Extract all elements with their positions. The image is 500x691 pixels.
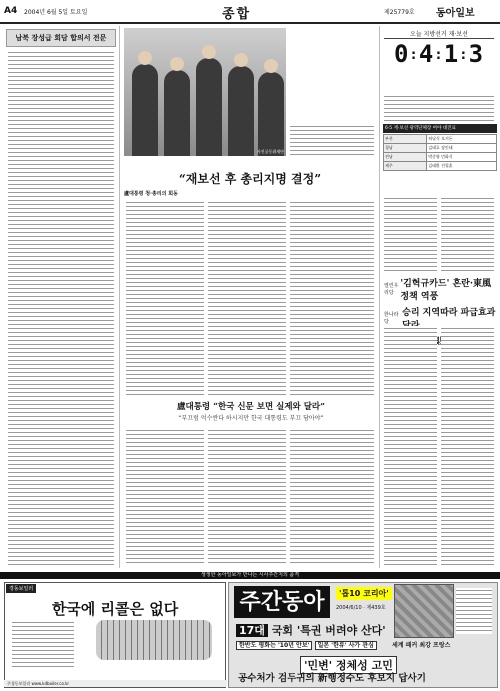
page-header: [0, 0, 500, 24]
table-cell-candidates: 허남식 오거돈: [427, 135, 497, 144]
magazine-line: 공수처가 검두귀의 新행정수도 후보지 답사기: [238, 673, 426, 684]
party-name: 열린우리당: [384, 283, 399, 296]
issue-number: 제25779호: [384, 9, 415, 16]
table-cell-candidates: 김태환 진철훈: [427, 162, 497, 171]
main-headline: “재보선 후 총리지명 결정”: [178, 172, 322, 186]
magazine-date: 2004/6/10 · 제439호: [336, 605, 386, 611]
score-separator: :: [434, 47, 444, 63]
table-cell-region: 전남: [384, 153, 427, 162]
line-box: 일본 '한류' 사가 관심: [315, 641, 377, 650]
side-story-body: [8, 50, 114, 566]
table-cell-candidates: 김태호 장인태: [427, 144, 497, 153]
magazine-cover: [394, 584, 454, 638]
magazine-line: [236, 640, 386, 649]
newspaper-logo: 동아일보: [436, 8, 475, 19]
magazine-side-text: [456, 588, 492, 634]
table-cell-region: 부산: [384, 135, 427, 144]
subhead-text: 승리 지역따라 파급효과: [402, 308, 496, 318]
article-column: [208, 428, 286, 566]
ad-headline: 한국에 리콜은 없다: [51, 600, 179, 618]
table-row: [384, 135, 497, 144]
score-digit: 0: [393, 40, 410, 68]
subhead-text: '김혁규카드' 혼란·東風정책 역풍: [400, 279, 491, 302]
photo-caption: [290, 124, 374, 156]
column-divider: [379, 26, 380, 568]
score-separator: :: [459, 47, 469, 63]
party-name: 한나라당: [384, 312, 399, 325]
score-separator: :: [409, 47, 419, 63]
photo-figure: [228, 66, 254, 156]
election-label: 오늘 지방선거 재·보선: [384, 29, 494, 39]
score-digit: 1: [443, 40, 460, 68]
line-number: 17대: [236, 624, 268, 637]
second-headline: 盧대통령 “한국 신문 보면 실제와 달라”: [176, 402, 326, 412]
column-divider: [119, 26, 120, 568]
ad-copy: [12, 620, 74, 668]
score-digit: 3: [468, 40, 485, 68]
page-number: A4: [4, 6, 18, 16]
news-photo: [124, 28, 286, 156]
table-row: [384, 144, 497, 153]
photo-figure: [196, 58, 222, 156]
ad-brand: 경동보일러: [6, 584, 36, 593]
magazine-line: [236, 622, 386, 638]
article-column: [384, 196, 437, 272]
second-subhead: “부끄럼 억수싼다 하시지만 한국 대통령도 부끄 담아야”: [178, 415, 324, 422]
table-cell-candidates: 박준영 민화식: [427, 153, 497, 162]
article-column: [441, 196, 494, 272]
section-title: 종합: [222, 7, 252, 22]
page-date: 2004년 6월 5일 토요일: [24, 9, 88, 16]
article-column: [208, 200, 286, 398]
article-column: [290, 200, 374, 398]
ad-banner: 생생한 동아일보가 만나는 시사주간지의 품격: [0, 572, 500, 579]
subhead-text: 與野: [430, 337, 449, 347]
article-column: [384, 326, 437, 566]
table-title: 6·5 재·보선 광역단체장 여야 대진표: [383, 124, 497, 133]
score-digit: 4: [418, 40, 435, 68]
ad-footer: 주경동보일러 www.kdboiler.co.kr: [4, 680, 227, 687]
photo-figure: [258, 72, 284, 156]
magazine-line: '민변' 정체성 고민: [300, 656, 397, 674]
article-column: [126, 428, 204, 566]
main-subhead: 盧대통령 청·총리의 회동: [124, 191, 178, 197]
table-row: [384, 162, 497, 171]
photo-figure: [132, 64, 158, 156]
magazine-tag: '톱10 코리아': [336, 587, 392, 600]
party-subhead: [384, 276, 496, 302]
magazine-logo: 주간동아: [234, 586, 330, 618]
election-intro: [384, 94, 494, 122]
photo-credit: 사진공동취재단: [256, 149, 284, 154]
table-cell-region: 경남: [384, 144, 427, 153]
boiler-illustration: [96, 620, 212, 660]
article-column: [126, 200, 204, 398]
line-box: 한반도 평화는 '10년 안보': [236, 641, 312, 650]
table-row: [384, 153, 497, 162]
table-cell-region: 제주: [384, 162, 427, 171]
article-column: [290, 428, 374, 566]
candidate-table: [383, 134, 497, 171]
line-text: 국회 '특권 버려야 산다': [271, 624, 386, 637]
election-score: [384, 40, 494, 68]
side-story-title: 남북 장성급 회담 합의서 전문: [6, 29, 116, 47]
magazine-line: 세계 패커 최강 프랑스: [392, 642, 451, 649]
article-column: [441, 326, 494, 566]
photo-figure: [164, 70, 190, 156]
